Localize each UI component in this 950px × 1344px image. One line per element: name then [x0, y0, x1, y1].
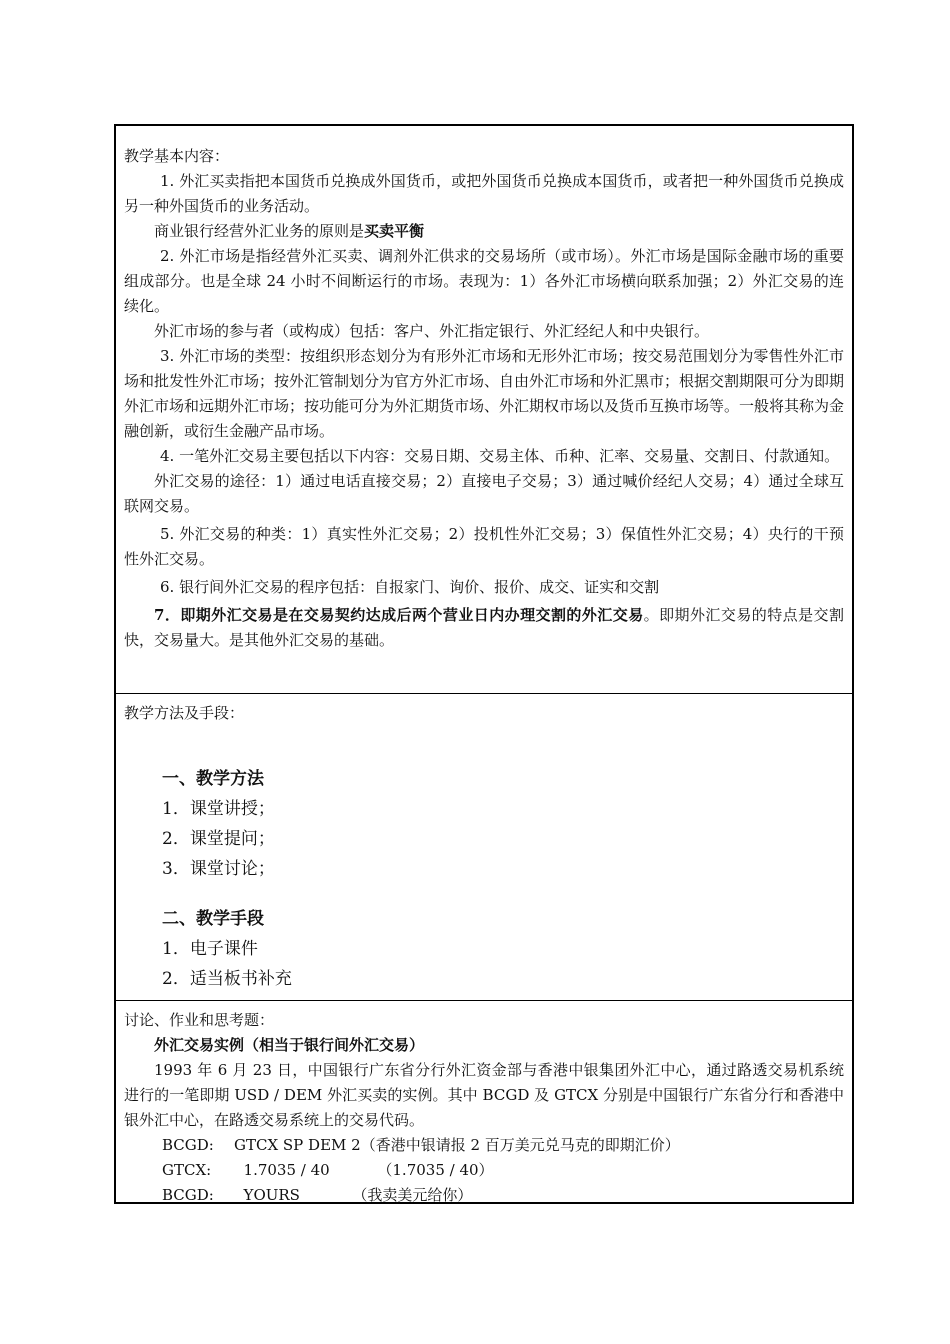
means-heading: 二、教学手段 [162, 909, 264, 929]
spot-trade-description: 。即期外汇交易的特点是交割快，交易量大。是其他外汇交易的基础。 [124, 606, 844, 649]
trade-code: BCGD: [162, 1136, 214, 1154]
method-item: 2．课堂提问； [162, 829, 275, 849]
trade-message: GTCX SP DEM 2（香港中银请报 2 百万美元兑马克的即期汇价） [234, 1136, 680, 1154]
method-item: 3．课堂讨论； [162, 859, 275, 879]
trade-line [124, 1183, 844, 1208]
trade-message: 1.7035 / 40 （1.7035 / 40） [234, 1161, 494, 1179]
method-item: 1．课堂讲授； [162, 799, 275, 819]
means-item: 1．电子课件 [162, 939, 258, 959]
content-paragraph-2b: 外汇市场的参与者（或构成）包括：客户、外汇指定银行、外汇经纪人和中央银行。 [154, 322, 710, 340]
teaching-methods-cell [116, 693, 852, 1000]
methods-heading: 一、教学方法 [162, 769, 264, 789]
content-paragraph-4: 4. 一笔外汇交易主要包括以下内容：交易日期、交易主体、币种、汇率、交易量、交割日、付款通知。 [160, 447, 840, 465]
spot-trade-definition: 7．即期外汇交易是在交易契约达成后两个营业日内办理交割的外汇交易 [154, 606, 644, 624]
discussion-cell [116, 1000, 852, 1202]
content-paragraph-4b: 外汇交易的途径：1）通过电话直接交易；2）直接电子交易；3）通过喊价经纪人交易；4）通过全球互联网交易。 [124, 472, 844, 515]
discussion-label: 讨论、作业和思考题： [124, 1011, 275, 1029]
principle-text: 商业银行经营外汇业务的原则是 [154, 222, 365, 240]
principle-emphasis: 买卖平衡 [364, 222, 425, 240]
content-paragraph-2: 2. 外汇市场是指经营外汇买卖、调剂外汇供求的交易场所（或市场）。外汇市场是国际金融市场的重要组成部分。也是全球 24 小时不间断运行的市场。表现为：1）各外汇市场横向联系加强；2）外汇交易的连续化。 [124, 247, 844, 315]
trade-line [124, 1158, 844, 1183]
content-paragraph-6: 6. 银行间外汇交易的程序包括：自报家门、询价、报价、成交、证实和交割 [160, 578, 660, 596]
trade-message: YOURS （我卖美元给你） [234, 1186, 473, 1204]
example-title: 外汇交易实例（相当于银行间外汇交易） [154, 1036, 425, 1054]
trade-code: BCGD: [162, 1186, 214, 1204]
example-intro: 1993 年 6 月 23 日，中国银行广东省分行外汇资金部与香港中银集团外汇中心，通过路透交易机系统进行的一笔即期 USD / DEM 外汇买卖的实例。其中 BCGD 及 GTCX 分别是中国银行广东省分行和香港中银外汇中心，在路透交易系统上的交易代码。 [124, 1061, 844, 1129]
trade-code: GTCX: [162, 1161, 212, 1179]
teaching-methods-label: 教学方法及手段： [124, 704, 245, 722]
content-paragraph-1b [124, 219, 844, 244]
lesson-plan-table [114, 124, 854, 1204]
trade-line [124, 1133, 844, 1158]
content-paragraph-5: 5. 外汇交易的种类：1）真实性外汇交易；2）投机性外汇交易；3）保值性外汇交易；4）央行的干预性外汇交易。 [124, 525, 844, 568]
teaching-content-cell [116, 126, 852, 693]
means-item: 2．适当板书补充 [162, 969, 292, 989]
content-paragraph-7 [124, 603, 844, 653]
content-paragraph-3: 3. 外汇市场的类型：按组织形态划分为有形外汇市场和无形外汇市场；按交易范围划分为零售性外汇市场和批发性外汇市场；按外汇管制划分为官方外汇市场、自由外汇市场和外汇黑市；根据交割期限可分为即期外汇市场和远期外汇市场；按功能可分为外汇期货市场、外汇期权市场以及货币互换市场等。一般将其称为金融创新，或衍生金融产品市场。 [124, 347, 845, 440]
teaching-content-label: 教学基本内容： [124, 147, 230, 165]
content-paragraph-1: 1. 外汇买卖指把本国货币兑换成外国货币，或把外国货币兑换成本国货币，或者把一种外国货币兑换成另一种外国货币的业务活动。 [124, 172, 844, 215]
